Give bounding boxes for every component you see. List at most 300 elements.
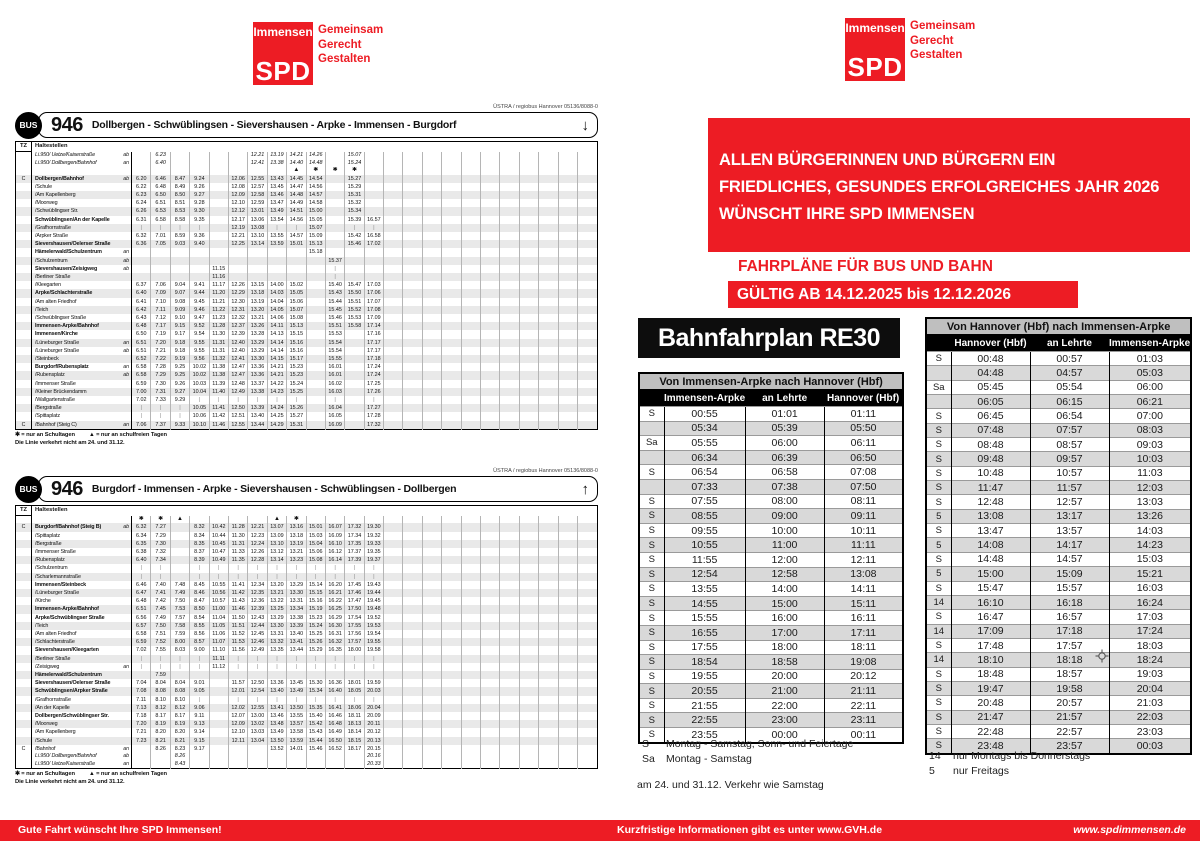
time-cell: 12.34 — [248, 581, 267, 589]
time-cell: 13.32 — [267, 638, 286, 646]
ab-an-cell — [118, 679, 132, 687]
time-cell — [461, 183, 480, 191]
time-cell — [345, 396, 364, 404]
time-cell: ✱ — [345, 167, 364, 174]
time-cell: 15.24 — [306, 622, 325, 630]
time-cell — [481, 371, 500, 379]
time-cell: 07:57 — [1030, 423, 1109, 437]
footnote-symbols — [15, 771, 598, 777]
time-cell: 16.21 — [325, 589, 344, 597]
spd-logo-left — [253, 22, 383, 85]
time-cell: 15:21 — [1109, 567, 1191, 581]
time-cell — [267, 248, 286, 256]
time-cell — [267, 265, 286, 273]
time-cell — [384, 630, 403, 638]
time-cell: 11:57 — [1030, 481, 1109, 495]
train-timetable — [925, 317, 1192, 755]
ab-an-cell — [118, 638, 132, 646]
time-cell: 6.51 — [132, 339, 151, 347]
time-cell — [209, 240, 228, 248]
time-cell — [539, 581, 558, 589]
time-cell — [422, 614, 441, 622]
time-cell: 11.56 — [228, 646, 247, 654]
time-cell: 14.56 — [287, 216, 306, 224]
time-cell — [442, 216, 461, 224]
time-cell: 15.18 — [306, 248, 325, 256]
time-cell: | — [151, 224, 170, 232]
time-cell: 12.19 — [228, 224, 247, 232]
time-cell: 18.05 — [345, 687, 364, 695]
time-cell: 6.48 — [132, 597, 151, 605]
time-cell: 00:03 — [1109, 739, 1191, 754]
time-cell — [500, 516, 519, 524]
time-cell: | — [248, 573, 267, 581]
time-cell — [461, 314, 480, 322]
time-cell — [539, 224, 558, 232]
time-cell: 13.21 — [287, 548, 306, 556]
time-cell: | — [364, 573, 383, 581]
time-cell — [422, 646, 441, 654]
time-cell: 14.25 — [267, 412, 286, 420]
time-cell — [442, 257, 461, 265]
time-cell: 20.04 — [364, 704, 383, 712]
time-cell — [442, 355, 461, 363]
time-cell — [384, 646, 403, 654]
time-cell: | — [287, 573, 306, 581]
day-marker-cell: S — [926, 452, 951, 466]
time-cell — [578, 175, 598, 183]
bus-timetable — [15, 141, 598, 430]
time-cell — [422, 679, 441, 687]
day-marker-cell: S — [639, 538, 664, 553]
time-cell — [403, 655, 422, 663]
time-cell: 15.31 — [287, 421, 306, 430]
tz-cell — [16, 347, 32, 355]
tz-cell — [16, 207, 32, 215]
time-cell — [578, 322, 598, 330]
time-cell: 17.18 — [364, 355, 383, 363]
time-cell: 16.25 — [325, 605, 344, 613]
time-cell: 7.34 — [151, 556, 170, 564]
time-cell — [306, 330, 325, 338]
time-cell: | — [287, 655, 306, 663]
time-cell — [519, 589, 538, 597]
time-cell — [558, 257, 577, 265]
time-cell — [228, 265, 247, 273]
table-row — [926, 681, 1191, 695]
time-cell: 17.26 — [364, 388, 383, 396]
time-cell: 12.40 — [228, 339, 247, 347]
time-cell — [325, 152, 344, 160]
time-cell: 11.31 — [209, 347, 228, 355]
time-cell: 15.53 — [345, 314, 364, 322]
time-cell — [578, 216, 598, 224]
time-cell — [558, 573, 577, 581]
time-cell: 15.46 — [306, 745, 325, 753]
time-cell — [461, 404, 480, 412]
time-cell: ✱ — [151, 516, 170, 524]
tz-header: TZ — [16, 506, 32, 516]
time-cell — [248, 761, 267, 769]
time-cell — [539, 745, 558, 753]
time-cell — [578, 240, 598, 248]
time-cell — [481, 306, 500, 314]
time-cell — [578, 380, 598, 388]
time-cell — [442, 540, 461, 548]
time-cell — [442, 630, 461, 638]
time-cell — [403, 737, 422, 745]
table-row — [16, 655, 598, 663]
time-cell — [209, 207, 228, 215]
time-cell: 07:33 — [664, 479, 745, 494]
day-marker-cell: 14 — [926, 624, 951, 638]
ab-an-cell — [118, 183, 132, 191]
table-row — [926, 610, 1191, 624]
time-cell: 9.33 — [170, 421, 189, 430]
time-cell — [325, 240, 344, 248]
stop-name: /Wallgartenstraße — [35, 397, 75, 404]
time-cell: 11.07 — [209, 638, 228, 646]
time-cell — [422, 248, 441, 256]
time-cell — [461, 671, 480, 679]
time-cell: 13.00 — [248, 712, 267, 720]
time-cell: 16:55 — [664, 625, 745, 640]
time-cell: 13.50 — [267, 737, 286, 745]
time-cell — [481, 516, 500, 524]
time-cell: 15.25 — [287, 388, 306, 396]
time-cell — [442, 289, 461, 297]
day-marker-cell: S — [926, 481, 951, 495]
tz-cell — [16, 663, 32, 671]
table-row — [16, 589, 598, 597]
time-cell — [442, 314, 461, 322]
tagline-line: Gemeinsam — [910, 20, 976, 32]
time-cell: 15:57 — [1030, 581, 1109, 595]
time-cell — [384, 761, 403, 769]
time-cell: 16.36 — [325, 679, 344, 687]
time-cell: 7.49 — [170, 589, 189, 597]
time-cell — [461, 191, 480, 199]
stop-name: /Kleiner Brückendamm — [32, 388, 118, 396]
time-cell: 12.29 — [228, 289, 247, 297]
time-cell — [578, 712, 598, 720]
time-cell — [442, 523, 461, 531]
time-cell: 18.00 — [345, 646, 364, 654]
time-cell: 16.04 — [325, 404, 344, 412]
time-cell: 17:24 — [1109, 624, 1191, 638]
time-cell: 23:48 — [951, 739, 1030, 754]
time-cell: 16:24 — [1109, 595, 1191, 609]
time-cell: 16:57 — [1030, 610, 1109, 624]
time-cell: 15.05 — [287, 289, 306, 297]
footer-website-link[interactable]: www.spdimmensen.de — [1073, 824, 1186, 836]
time-cell: 14:00 — [745, 582, 824, 597]
time-cell: 15.25 — [306, 630, 325, 638]
time-cell — [539, 605, 558, 613]
time-cell — [539, 183, 558, 191]
table-row — [926, 495, 1191, 509]
time-cell — [519, 289, 538, 297]
time-cell — [422, 216, 441, 224]
time-cell — [481, 523, 500, 531]
time-cell — [248, 516, 267, 524]
ab-an-cell — [118, 671, 132, 679]
time-cell — [422, 265, 441, 273]
time-cell — [539, 548, 558, 556]
time-cell: 17.14 — [364, 322, 383, 330]
time-cell — [422, 761, 441, 769]
time-cell — [578, 581, 598, 589]
time-cell — [558, 638, 577, 646]
time-cell: 8.10 — [151, 696, 170, 704]
time-cell — [403, 175, 422, 183]
time-cell — [170, 556, 189, 564]
time-cell: 05:45 — [951, 380, 1030, 394]
time-cell: 13.07 — [267, 523, 286, 531]
tz-cell — [16, 380, 32, 388]
time-cell — [442, 330, 461, 338]
time-cell — [422, 380, 441, 388]
time-cell — [500, 273, 519, 281]
day-marker-cell: S — [639, 552, 664, 567]
time-cell: 7.29 — [151, 371, 170, 379]
time-cell — [403, 704, 422, 712]
time-cell — [500, 728, 519, 736]
time-cell — [442, 564, 461, 572]
time-cell — [422, 728, 441, 736]
table-row — [926, 524, 1191, 538]
time-cell: | — [170, 663, 189, 671]
time-cell — [228, 257, 247, 265]
table-row — [639, 552, 903, 567]
time-cell — [384, 745, 403, 753]
logo-tagline — [318, 23, 383, 67]
time-cell: 15.15 — [287, 330, 306, 338]
time-cell: ▲ — [170, 516, 189, 524]
logo-spd-label: SPD — [255, 56, 311, 86]
time-cell: 13:17 — [1030, 509, 1109, 523]
time-cell — [442, 380, 461, 388]
time-cell — [403, 183, 422, 191]
time-cell: 15.23 — [287, 363, 306, 371]
time-cell: 12.57 — [248, 183, 267, 191]
time-cell — [442, 339, 461, 347]
time-cell: 8.12 — [151, 704, 170, 712]
time-cell — [558, 363, 577, 371]
time-cell: 12.41 — [228, 355, 247, 363]
time-cell — [578, 167, 598, 174]
stop-name: /Schule — [32, 737, 118, 745]
time-cell — [481, 622, 500, 630]
ab-an-cell: an — [123, 249, 130, 256]
tagline-line: Gemeinsam — [318, 24, 384, 36]
day-marker-cell — [926, 395, 951, 409]
time-cell — [578, 704, 598, 712]
time-cell — [539, 622, 558, 630]
tz-cell — [16, 306, 32, 314]
time-cell: 8.21 — [151, 737, 170, 745]
time-cell: 7.48 — [170, 581, 189, 589]
time-cell: 00:11 — [824, 728, 903, 743]
time-cell — [442, 273, 461, 281]
time-cell — [345, 330, 364, 338]
time-cell: 12:00 — [745, 552, 824, 567]
table-row — [16, 671, 598, 679]
time-cell — [539, 421, 558, 430]
time-cell — [403, 347, 422, 355]
time-cell: 7.21 — [132, 728, 151, 736]
time-cell — [228, 761, 247, 769]
time-cell: 16.12 — [325, 548, 344, 556]
time-cell — [306, 306, 325, 314]
time-cell: | — [151, 564, 170, 572]
time-cell: 7.59 — [151, 671, 170, 679]
time-cell — [481, 257, 500, 265]
time-cell: 23:03 — [1109, 724, 1191, 738]
time-cell: 11:47 — [951, 481, 1030, 495]
days-header: Montag - Freitag — [132, 506, 598, 516]
time-cell — [403, 581, 422, 589]
time-cell — [345, 347, 364, 355]
time-cell: 13.12 — [267, 548, 286, 556]
time-cell — [558, 564, 577, 572]
bus-table-return — [15, 505, 598, 769]
time-cell: 11.46 — [209, 421, 228, 430]
footnote-schooldays: ✱ = nur an Schultagen — [15, 431, 75, 438]
time-cell — [190, 257, 209, 265]
time-cell — [539, 257, 558, 265]
time-cell — [500, 355, 519, 363]
time-cell: | — [151, 573, 170, 581]
time-cell: 17.46 — [345, 589, 364, 597]
time-cell — [519, 404, 538, 412]
time-cell: 13:57 — [1030, 524, 1109, 538]
time-cell — [170, 160, 189, 168]
time-cell — [403, 191, 422, 199]
stop-name: Immensen-Arpke/Bahnhof — [32, 322, 118, 330]
time-cell — [442, 573, 461, 581]
time-cell — [558, 224, 577, 232]
time-cell — [403, 306, 422, 314]
tz-cell: C — [16, 421, 32, 430]
column-header: Hannover (Hbf) — [824, 390, 903, 407]
time-cell — [403, 663, 422, 671]
time-cell: 13.21 — [248, 314, 267, 322]
route-title: Burgdorf - Immensen - Arpke - Sievershausen - Schwüblingsen - Dollbergen — [91, 483, 457, 495]
time-cell — [500, 523, 519, 531]
time-cell: 6.48 — [132, 322, 151, 330]
stop-name: Burgdorf/Bahnhof (Steig B) — [32, 523, 118, 531]
time-cell — [519, 630, 538, 638]
time-cell — [481, 232, 500, 240]
time-cell — [384, 347, 403, 355]
time-cell: 16:11 — [824, 611, 903, 626]
time-cell — [151, 257, 170, 265]
time-cell: | — [228, 696, 247, 704]
time-cell — [461, 257, 480, 265]
time-cell — [403, 540, 422, 548]
time-cell — [403, 298, 422, 306]
time-cell — [170, 257, 189, 265]
stop-name: /Schulzentrum — [32, 257, 118, 265]
time-cell: 15:55 — [664, 611, 745, 626]
time-cell — [519, 273, 538, 281]
time-cell: 6.37 — [132, 281, 151, 289]
time-cell — [384, 183, 403, 191]
time-cell — [422, 753, 441, 761]
time-cell: | — [248, 696, 267, 704]
time-cell — [170, 532, 189, 540]
time-cell — [500, 330, 519, 338]
time-cell — [539, 281, 558, 289]
time-cell: 7.28 — [151, 363, 170, 371]
time-cell: 6.43 — [132, 314, 151, 322]
time-cell — [132, 265, 151, 273]
time-cell — [287, 248, 306, 256]
time-cell — [519, 232, 538, 240]
time-cell — [384, 240, 403, 248]
time-cell — [578, 412, 598, 420]
time-cell: | — [132, 404, 151, 412]
time-cell — [403, 728, 422, 736]
time-cell: 10.04 — [190, 388, 209, 396]
time-cell — [384, 720, 403, 728]
time-cell — [481, 363, 500, 371]
time-cell: 8.49 — [170, 183, 189, 191]
time-cell — [442, 306, 461, 314]
time-cell — [539, 314, 558, 322]
time-cell — [442, 712, 461, 720]
time-cell — [422, 564, 441, 572]
time-cell — [384, 298, 403, 306]
time-cell — [345, 516, 364, 524]
time-cell: | — [287, 564, 306, 572]
time-cell — [500, 679, 519, 687]
table-row — [16, 191, 598, 199]
tz-cell — [16, 314, 32, 322]
time-cell: 13.45 — [267, 183, 286, 191]
time-cell: | — [228, 396, 247, 404]
time-cell — [422, 232, 441, 240]
tz-cell — [16, 589, 32, 597]
time-cell — [403, 363, 422, 371]
operator-note: ÜSTRA / regiobus Hannover 05136/8088-0 — [493, 468, 598, 474]
time-cell — [461, 597, 480, 605]
time-cell: 13.35 — [267, 646, 286, 654]
time-cell: 12.30 — [228, 298, 247, 306]
tz-cell — [16, 330, 32, 338]
time-cell — [461, 281, 480, 289]
time-cell: | — [190, 696, 209, 704]
time-cell — [345, 257, 364, 265]
time-cell — [481, 322, 500, 330]
time-cell: 16.09 — [325, 532, 344, 540]
time-cell: 17.32 — [345, 523, 364, 531]
time-cell — [442, 388, 461, 396]
time-cell: 18:57 — [1030, 667, 1109, 681]
time-cell: ▲ — [267, 516, 286, 524]
time-cell: 17.17 — [364, 347, 383, 355]
tz-cell — [16, 687, 32, 695]
time-cell: 11.35 — [228, 556, 247, 564]
time-cell — [500, 720, 519, 728]
time-cell: 14.51 — [287, 207, 306, 215]
time-cell: 17.09 — [364, 314, 383, 322]
time-cell — [442, 248, 461, 256]
time-cell: 15.07 — [287, 306, 306, 314]
time-cell: 8.43 — [170, 761, 189, 769]
time-cell: 13.39 — [287, 622, 306, 630]
